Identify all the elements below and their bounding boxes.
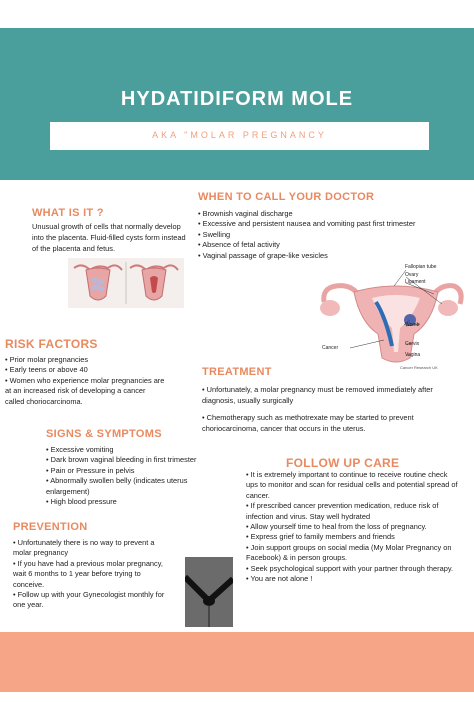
anatomy-diagram [314,262,464,372]
prevention-heading: PREVENTION [13,521,88,533]
label-cervix: Cervix [405,341,420,347]
holding-hands-illustration [185,557,233,627]
list-item: called choriocarcinoma. [5,396,83,406]
list-item: • Excessive vomiting [46,445,114,454]
list-item: • If you have had a previous molar pregnancy, wait 6 months to 1 year before trying to conceive. [13,558,163,589]
list-item: • Women who experience molar pregnancies are [5,375,165,385]
list-item: • Vaginal passage of grape-like vesicles [198,250,328,260]
what-is-it-heading: WHAT IS IT ? [32,207,104,219]
follow-up-list [246,470,460,584]
label-ligament: Ligament [405,279,426,285]
follow-up-heading: FOLLOW UP CARE [286,456,400,470]
risk-factors-heading: RISK FACTORS [5,337,98,351]
treatment-paragraph-2: • Chemotherapy such as methotrexate may be started to prevent choriocarcinoma, cancer that occurs in the uterus. [202,413,414,433]
label-cancer: Cancer [322,345,339,351]
risk-factors-list [5,355,195,407]
list-item: • Prior molar pregnancies [5,355,89,364]
treatment-paragraph-1: • Unfortunately, a molar pregnancy must be removed immediately after diagnosis, usually surgically [202,385,433,405]
list-item: • Dark brown vaginal bleeding in first trimester [46,455,197,465]
list-item: • Abnormally swollen belly (indicates uterus enlargement) [46,476,188,496]
footer-bar [0,632,474,692]
uterus-comparison-illustration [68,258,184,308]
label-womb: Womb [405,322,420,328]
page-subtitle: AKA "MOLAR PREGNANCY [152,130,327,140]
signs-heading: SIGNS & SYMPTOMS [46,428,162,440]
image-credit: Cancer Research UK [400,365,438,370]
treatment-heading: TREATMENT [202,366,272,378]
when-to-call-list [198,209,468,261]
list-item: • Pain or Pressure in pelvis [46,465,135,475]
holding-hands-photo [185,557,233,627]
prevention-list [13,538,173,611]
list-item: • You are not alone ! [246,574,313,584]
list-item: • Allow yourself time to heal from the loss of pregnancy. [246,522,427,532]
list-item: • It is extremely important to continue to receive routine check ups to monitor and scan for residual cells and potential spread of cancer. [246,470,458,500]
label-vagina: Vagina [405,352,421,358]
list-item: • Swelling [198,229,231,239]
label-fallopian-tube: Fallopian tube [405,264,437,270]
list-item: • Unfortunately there is no way to prevent a molar pregnancy [13,538,155,558]
list-item: • Absence of fetal activity [198,240,280,250]
list-item: • Join support groups on social media (My Molar Pregnancy on Facebook) & in person groups. [246,542,452,563]
list-item: at an increased risk of developing a cancer [5,386,146,396]
list-item: • Excessive and persistent nausea and vomiting past first trimester [198,219,416,229]
page-title: HYDATIDIFORM MOLE [120,88,354,110]
list-item: • Follow up with your Gynecologist monthly for one year. [13,590,165,610]
uterus-comparison-image [68,258,184,308]
signs-list [46,445,206,507]
what-is-it-text: Unusual growth of cells that normally develop into the placenta. Fluid-filled cysts form instead of the placenta and fetus. [32,222,186,253]
uterus-anatomy-illustration [314,262,464,372]
list-item: • Express grief to family members and friends [246,532,395,542]
when-to-call-heading: WHEN TO CALL YOUR DOCTOR [198,191,375,203]
list-item: • Seek psychological support with your partner through therapy. [246,563,454,573]
list-item: • High blood pressure [46,497,117,507]
label-ovary: Ovary [405,272,419,278]
list-item: • Early teens or above 40 [5,365,88,375]
list-item: • Brownish vaginal discharge [198,209,293,218]
list-item: • If prescribed cancer prevention medication, reduce risk of infection and virus. Stay well hydrated [246,501,439,521]
